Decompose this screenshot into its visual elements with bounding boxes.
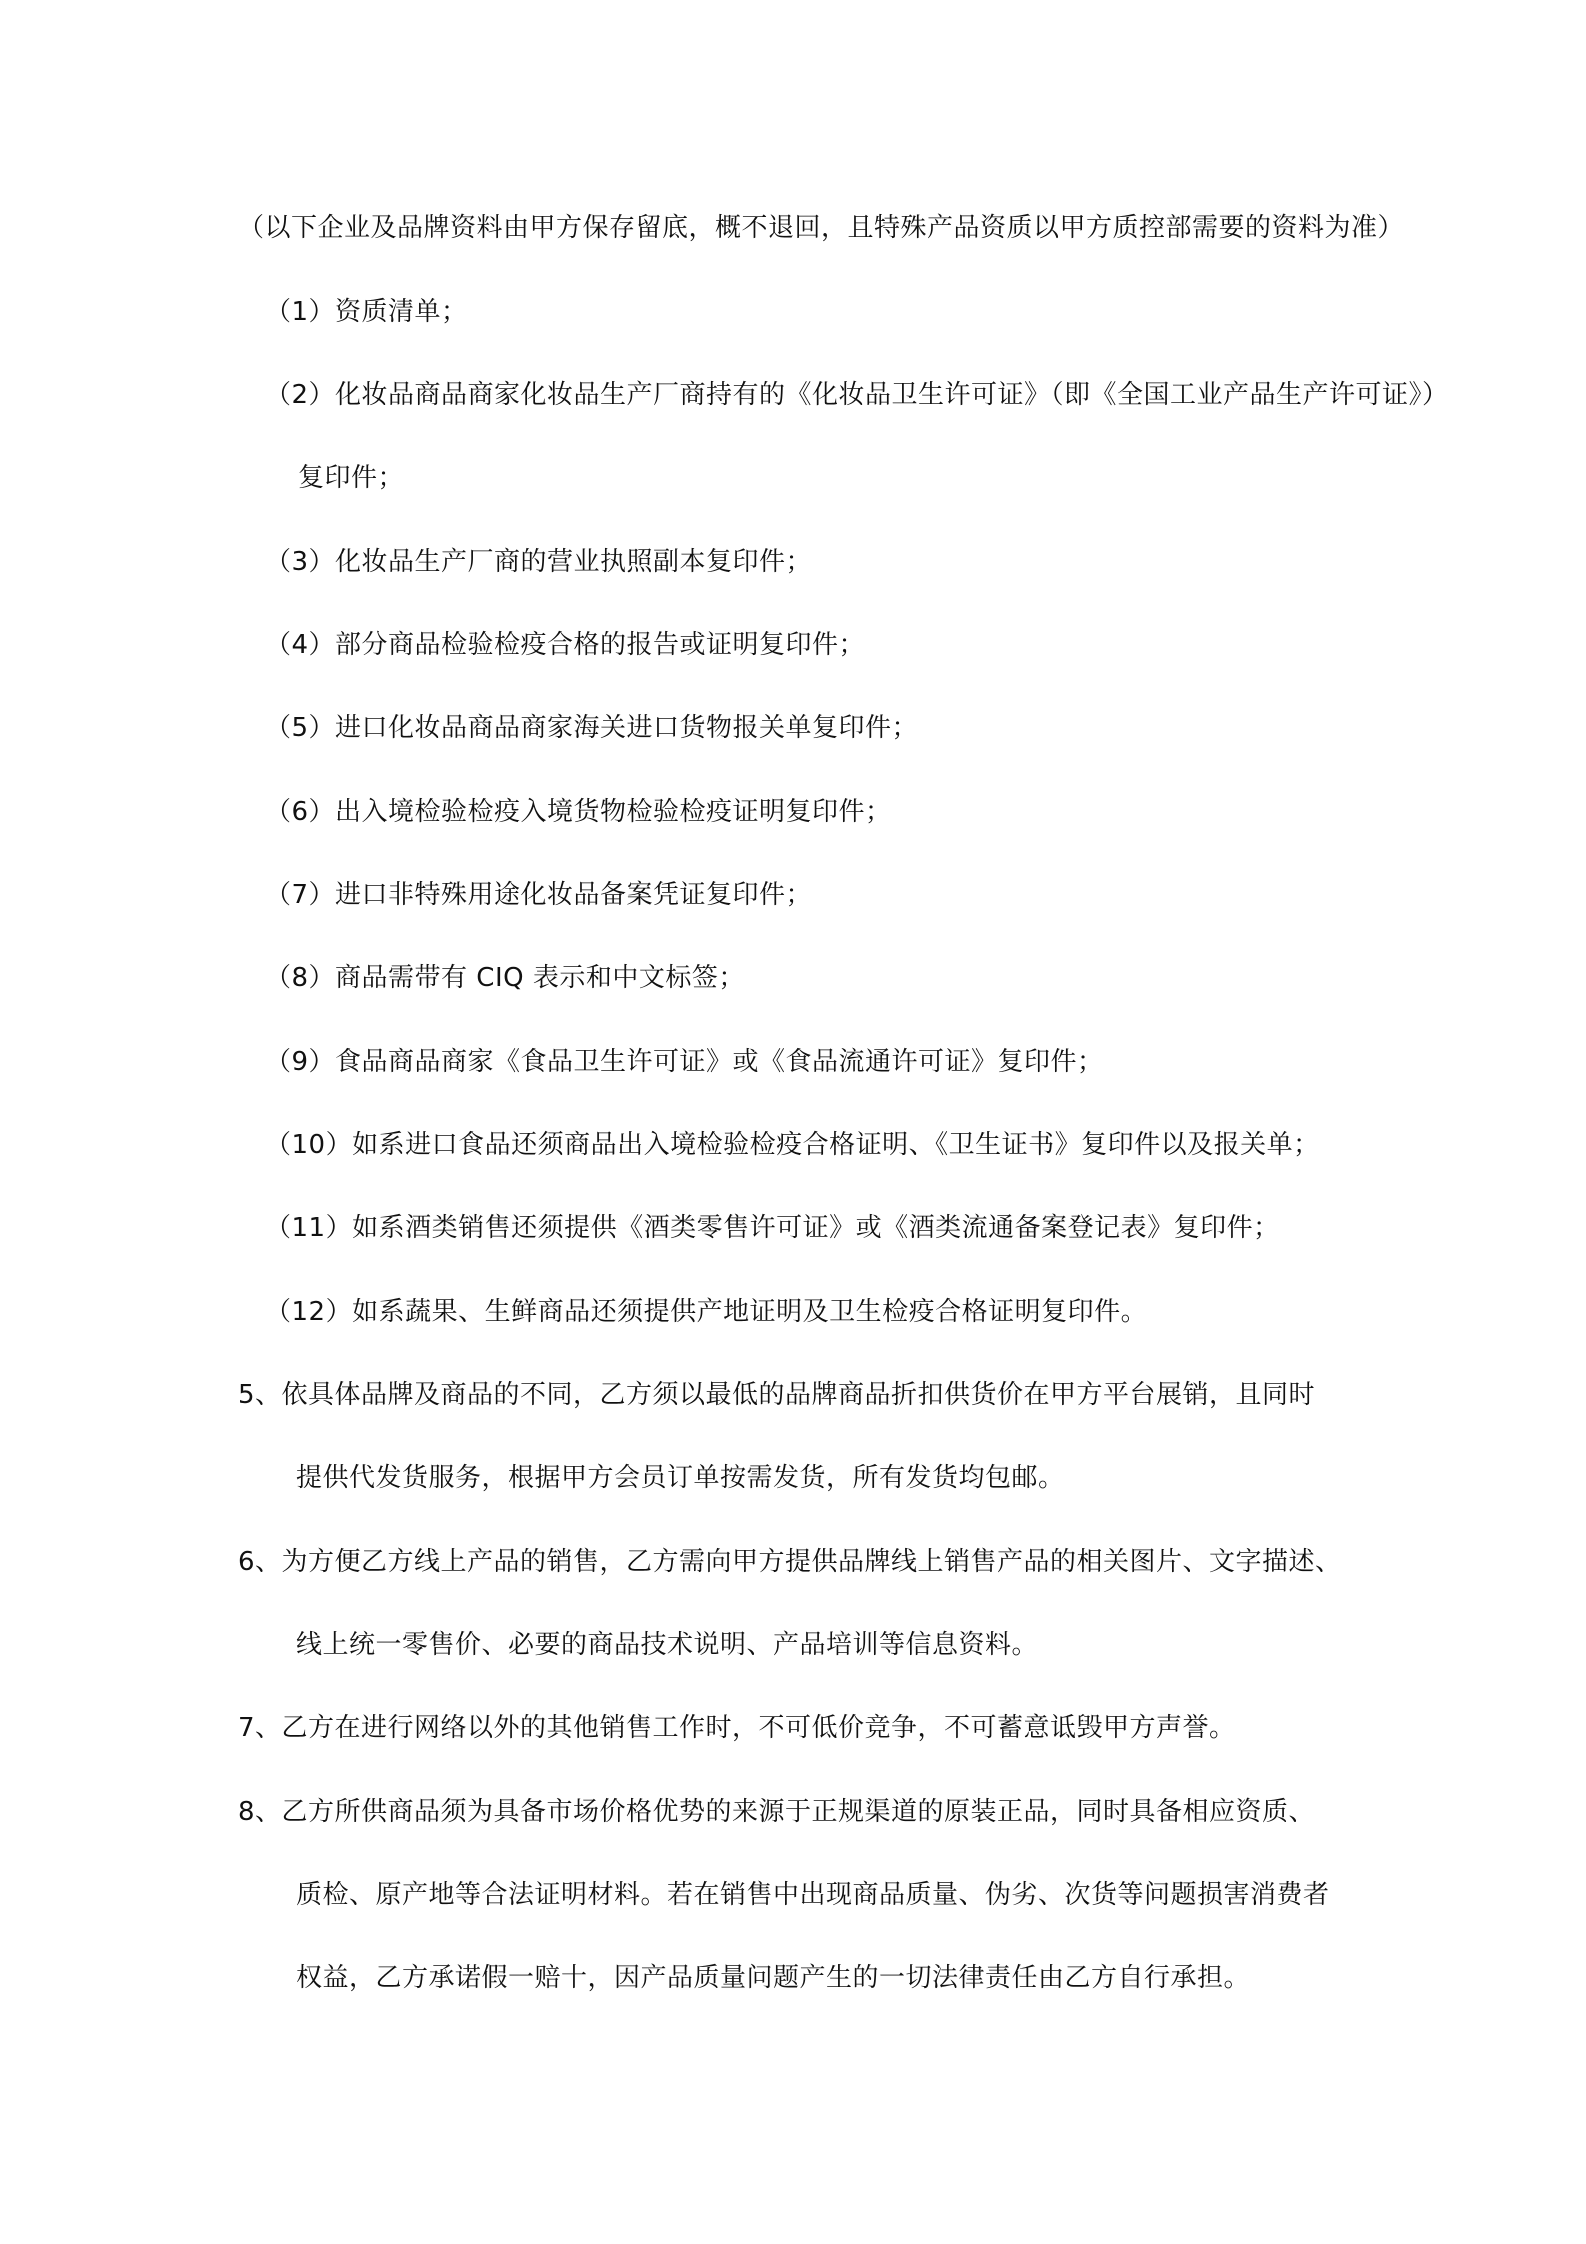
list-item: （12）如系蔬果、生鲜商品还须提供产地证明及卫生检疫合格证明复印件。 [265, 1297, 1148, 1327]
clause-8: 8、乙方所供商品须为具备市场价格优势的来源于正规渠道的原装正品，同时具备相应资质、 [238, 1797, 1316, 1827]
clause-8-continuation: 权益，乙方承诺假一赔十，因产品质量问题产生的一切法律责任由乙方自行承担。 [296, 1963, 1251, 1993]
list-item: （6）出入境检验检疫入境货物检验检疫证明复印件； [265, 797, 892, 827]
clause-5-continuation: 提供代发货服务，根据甲方会员订单按需发货，所有发货均包邮。 [296, 1463, 1065, 1493]
list-item: （7）进口非特殊用途化妆品备案凭证复印件； [265, 880, 813, 910]
list-item: （10）如系进口食品还须商品出入境检验检疫合格证明、《卫生证书》复印件以及报关单； [265, 1130, 1320, 1160]
list-item: （1）资质清单； [265, 297, 468, 327]
list-item: （8）商品需带有 CIQ 表示和中文标签； [265, 963, 745, 993]
list-item: （3）化妆品生产厂商的营业执照副本复印件； [265, 547, 813, 577]
clause-6-continuation: 线上统一零售价、必要的商品技术说明、产品培训等信息资料。 [296, 1630, 1039, 1660]
list-item: （2）化妆品商品商家化妆品生产厂商持有的《化妆品卫生许可证》（即《全国工业产品生产许可证》） [265, 380, 1449, 410]
clause-8-continuation: 质检、原产地等合法证明材料。若在销售中出现商品质量、伪劣、次货等问题损害消费者 [296, 1880, 1330, 1910]
list-item-continuation: 复印件； [298, 463, 405, 493]
clause-5: 5、依具体品牌及商品的不同，乙方须以最低的品牌商品折扣供货价在甲方平台展销，且同时 [238, 1380, 1316, 1410]
list-item: （9）食品商品商家《食品卫生许可证》或《食品流通许可证》复印件； [265, 1047, 1104, 1077]
clause-7: 7、乙方在进行网络以外的其他销售工作时，不可低价竞争，不可蓄意诋毁甲方声誉。 [238, 1713, 1236, 1743]
list-item: （4）部分商品检验检疫合格的报告或证明复印件； [265, 630, 866, 660]
list-item: （5）进口化妆品商品商家海关进口货物报关单复印件； [265, 713, 919, 743]
list-item: （11）如系酒类销售还须提供《酒类零售许可证》或《酒类流通备案登记表》复印件； [265, 1213, 1280, 1243]
qualification-note: （以下企业及品牌资料由甲方保存留底，概不退回，且特殊产品资质以甲方质控部需要的资料为准） [238, 213, 1405, 243]
clause-6: 6、为方便乙方线上产品的销售，乙方需向甲方提供品牌线上销售产品的相关图片、文字描述、 [238, 1547, 1342, 1577]
